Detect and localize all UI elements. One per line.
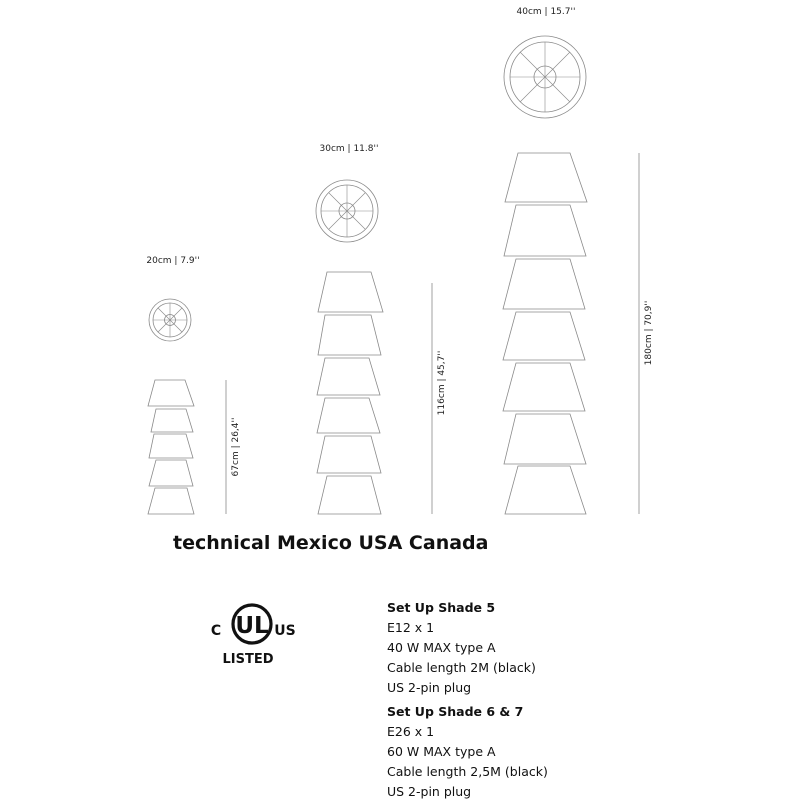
lamp-large-top-view <box>504 36 586 118</box>
lamp-large-shade-5 <box>503 363 585 411</box>
spec-heading: Set Up Shade 5 <box>387 600 496 615</box>
spec-line: Cable length 2,5M (black) <box>387 764 548 779</box>
lamp-small-diameter-label: 20cm | 7.9'' <box>146 256 200 266</box>
lamp-small-shade-3 <box>149 434 193 458</box>
page-title: technical Mexico USA Canada <box>173 532 489 554</box>
lamp-medium-height-label: 116cm | 45,7'' <box>437 350 447 416</box>
lamp-large <box>503 7 654 514</box>
lamp-large-height-label: 180cm | 70,9'' <box>644 300 654 366</box>
lamp-large-shade-7 <box>505 466 586 514</box>
spec-line: 40 W MAX type A <box>387 640 496 655</box>
spec-line: Cable length 2M (black) <box>387 660 536 675</box>
spec-block-shade-5 <box>387 598 548 698</box>
lamp-medium-height-dimension <box>432 283 447 514</box>
lamp-medium-shade-5 <box>317 436 381 473</box>
lamp-medium-diameter-label: 30cm | 11.8'' <box>319 144 379 154</box>
lamp-large-side-view <box>503 153 587 514</box>
spec-line: US 2-pin plug <box>387 680 472 695</box>
ul-logo-bottom-text: LISTED <box>222 652 274 667</box>
lamp-large-diameter-label: 40cm | 15.7'' <box>516 7 576 17</box>
lamp-small-shade-4 <box>149 460 193 486</box>
ul-logo-left-text: C <box>210 623 222 639</box>
lamp-medium-shade-2 <box>318 315 381 355</box>
lamp-small-top-view <box>149 299 191 341</box>
spec-line: 60 W MAX type A <box>387 744 496 759</box>
lamp-small <box>146 256 241 514</box>
lamp-small-shade-1 <box>148 380 194 406</box>
spec-line: E12 x 1 <box>387 620 435 635</box>
lamp-small-shade-5 <box>148 488 194 514</box>
lamp-small-height-label: 67cm | 26,4'' <box>231 417 241 477</box>
lamp-large-shade-2 <box>504 205 586 256</box>
lamp-medium-shade-3 <box>317 358 380 395</box>
spec-heading: Set Up Shade 6 & 7 <box>387 704 524 719</box>
lamp-medium-side-view <box>317 272 383 514</box>
lamp-large-shade-3 <box>503 259 585 309</box>
lamp-medium-shade-4 <box>317 398 380 433</box>
ul-listed-logo <box>208 598 298 668</box>
ul-logo-right-text: US <box>274 623 296 639</box>
lamp-small-side-view <box>148 380 194 514</box>
ul-logo-center-text: UL <box>235 613 269 639</box>
lamp-medium-top-view <box>316 180 378 242</box>
specifications <box>387 598 548 806</box>
spec-block-shade-6-7 <box>387 702 548 802</box>
lamp-small-shade-2 <box>151 409 193 432</box>
lamp-small-height-dimension <box>226 380 241 514</box>
lamp-large-shade-6 <box>504 414 586 464</box>
lamp-large-shade-1 <box>505 153 587 202</box>
lamp-large-shade-4 <box>503 312 585 360</box>
lamp-medium-shade-6 <box>318 476 381 514</box>
lamp-medium-shade-1 <box>318 272 383 312</box>
lamp-large-height-dimension <box>639 153 654 514</box>
spec-line: US 2-pin plug <box>387 784 472 799</box>
spec-line: E26 x 1 <box>387 724 435 739</box>
lamp-medium <box>316 144 447 514</box>
